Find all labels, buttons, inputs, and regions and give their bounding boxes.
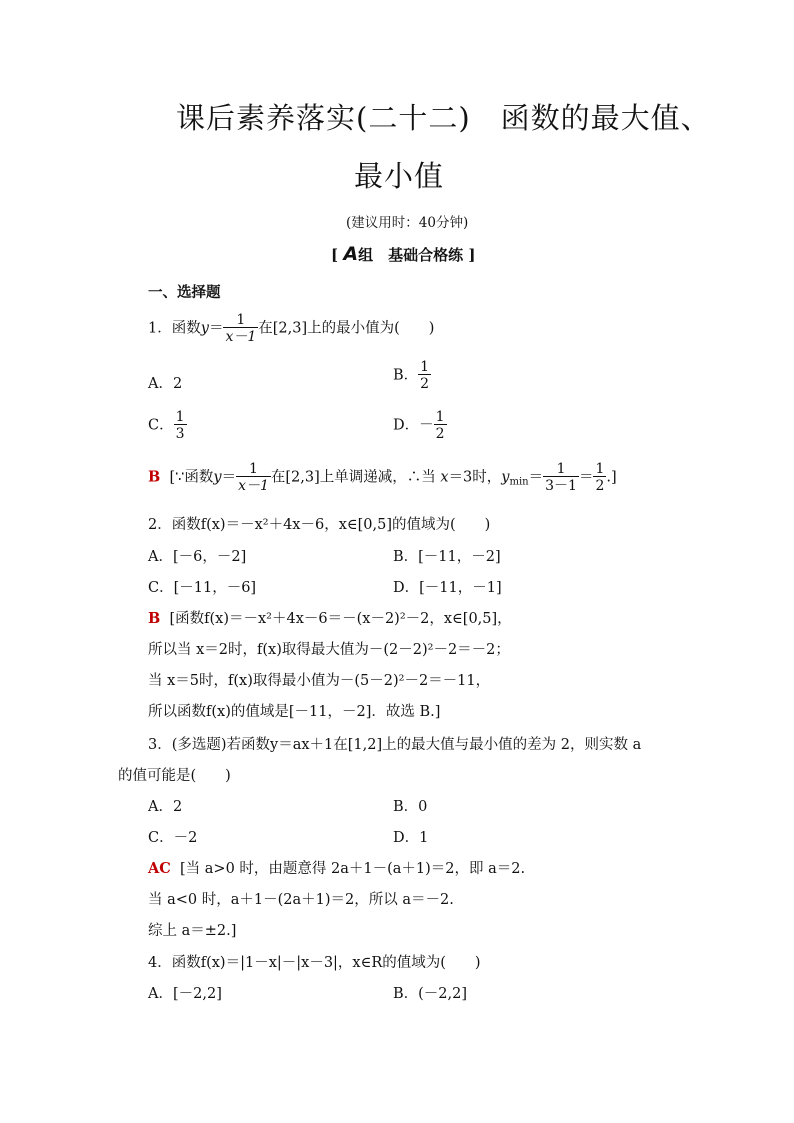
- group-heading: [331, 243, 475, 265]
- q1-sol-fraction3: [593, 462, 606, 493]
- q3-option-b: B．0: [393, 799, 428, 815]
- q1-option-c-fraction: [174, 410, 187, 441]
- q2-sol1: [函数f(x)＝－x²＋4x－6＝－(x－2)²－2，x∈[0,5]，: [169, 611, 512, 627]
- q1-option-d-fraction: [434, 410, 447, 441]
- q1-sol-frac-num: 1: [236, 462, 271, 477]
- q4-stem: 4．函数f(x)＝|1－x|－|x－3|，x∈R的值域为( ): [148, 955, 481, 971]
- q1-sol-fraction: [236, 462, 271, 493]
- q1-option-d-num: 1: [435, 409, 445, 425]
- page-title-line1: 课后素养落实(二十二) 函数的最大值、: [176, 101, 711, 135]
- q1-sol-f2-den: 3－1: [545, 478, 577, 494]
- q2-stem: 2．函数f(x)＝－x²＋4x－6，x∈[0,5]的值域为( ): [148, 517, 491, 533]
- q1-option-a: A．2: [148, 376, 183, 392]
- q1-sol-frac-den: x－1: [238, 478, 269, 494]
- q1-sol-x: x: [440, 469, 449, 486]
- group-bracket-open: [: [331, 246, 339, 264]
- q3-solution-line2: 当 a<0 时，a＋1－(2a＋1)＝2，所以 a＝－2.: [148, 892, 454, 908]
- q1-option-d: [393, 410, 447, 441]
- q1-sol-end: .]: [606, 469, 617, 486]
- q1-number: 1．函数: [148, 320, 201, 337]
- q1-sol-ymin-sub: min: [509, 476, 529, 488]
- q2-answer: B: [148, 610, 161, 627]
- q1-sol-c: ＝3时，: [448, 469, 502, 486]
- group-bracket-close: ]: [468, 246, 476, 264]
- q2-option-c: C．[－11，－6]: [148, 580, 257, 596]
- group-label: 组 基础合格练: [358, 246, 464, 264]
- q1-y: y: [200, 320, 209, 337]
- q1-sol-ymin-y: y: [501, 469, 510, 486]
- q1-tail: 在[2,3]上的最小值为( ): [258, 320, 435, 337]
- q1-option-d-den: 2: [435, 426, 445, 442]
- q1-sol-y: y: [213, 469, 222, 486]
- q1-stem: [148, 313, 434, 344]
- q3-option-c: C．－2: [148, 830, 198, 846]
- q1-option-c-num: 1: [175, 409, 185, 425]
- q3-stem-line2: 的值可能是( ): [118, 768, 231, 784]
- page-title-line2: 最小值: [354, 159, 445, 193]
- q1-frac-denominator: x－1: [225, 329, 257, 345]
- q2-option-d: D．[－11，－1]: [393, 580, 502, 596]
- q3-solution-line1: [148, 857, 525, 878]
- q1-option-c-den: 3: [175, 426, 185, 442]
- q4-option-a: A．[－2,2]: [148, 986, 222, 1002]
- q1-sol-a: [∵函数: [169, 469, 214, 486]
- q1-sol-b: 在[2,3]上单调递减，∴当: [270, 469, 436, 486]
- q1-option-b-num: 1: [420, 359, 430, 375]
- q1-option-d-label: D．－: [393, 417, 434, 434]
- q2-solution-line1: [148, 607, 512, 628]
- q3-option-d: D．1: [393, 830, 429, 846]
- q1-frac-numerator: 1: [223, 313, 258, 328]
- q1-solution: [148, 462, 617, 493]
- q4-option-b: B．(－2,2]: [393, 986, 468, 1002]
- q1-option-c-label: C．: [148, 417, 174, 434]
- q1-sol-eq: ＝: [221, 469, 237, 486]
- q1-sol-fraction2: [543, 462, 579, 493]
- q1-option-b-label: B．: [393, 367, 419, 384]
- q1-sol-eq2: ＝: [528, 469, 544, 486]
- q2-option-b: B．[－11，－2]: [393, 549, 501, 565]
- q3-sol1: [当 a>0 时，由题意得 2a＋1－(a＋1)＝2，即 a＝2.: [180, 861, 526, 877]
- q1-option-b: [393, 360, 431, 391]
- q3-answer: AC: [148, 860, 171, 877]
- q2-solution-line4: 所以函数f(x)的值域是[－11，－2]．故选 B.]: [148, 704, 441, 720]
- q1-option-b-fraction: [418, 360, 431, 391]
- q3-solution-line3: 综上 a＝±2.]: [148, 923, 237, 939]
- q1-sol-f3-num: 1: [595, 461, 605, 477]
- q1-option-b-den: 2: [420, 376, 430, 392]
- q1-eq: ＝: [208, 320, 224, 337]
- q1-sol-f2-num: 1: [543, 462, 579, 477]
- q3-option-a: A．2: [148, 799, 183, 815]
- group-letter: A: [343, 243, 359, 265]
- q1-sol-eq3: ＝: [578, 469, 594, 486]
- q3-stem-line1: 3．(多选题)若函数y＝ax＋1在[1,2]上的最大值与最小值的差为 2，则实数 a: [148, 737, 642, 753]
- q1-option-c: [148, 410, 187, 441]
- q1-fraction: [223, 313, 258, 344]
- section-title: 一、选择题: [148, 284, 221, 301]
- q1-answer: B: [148, 468, 161, 486]
- q2-solution-line2: 所以当 x＝2时，f(x)取得最大值为－(2－2)²－2＝－2；: [148, 642, 510, 658]
- q2-option-a: A．[－6，－2]: [148, 549, 247, 565]
- time-note: (建议用时：40分钟): [346, 215, 469, 231]
- q2-solution-line3: 当 x＝5时，f(x)取得最小值为－(5－2)²－2＝－11，: [148, 673, 491, 689]
- q1-sol-f3-den: 2: [595, 478, 605, 494]
